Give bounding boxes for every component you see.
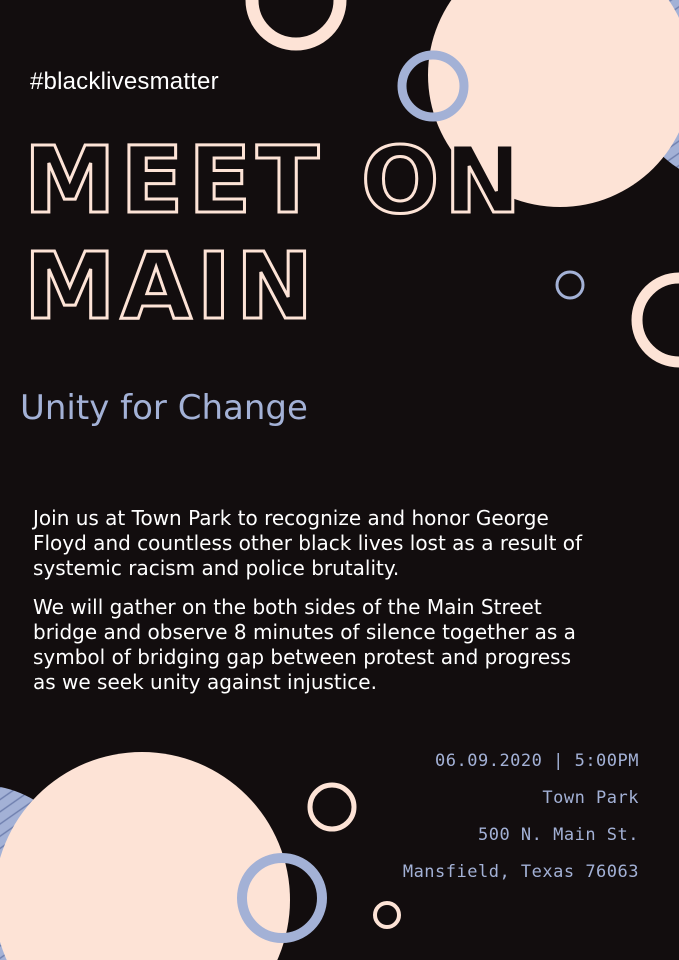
street-address: 500 N. Main St. <box>477 825 639 845</box>
headline-line-2: MAIN <box>24 233 318 340</box>
peach-ring-right <box>637 278 679 362</box>
city-address: Mansfield, Texas 76063 <box>402 862 639 882</box>
date-time: 06.09.2020 | 5:00PM <box>435 751 639 771</box>
hashtag: #blacklivesmatter <box>30 68 219 95</box>
paragraph-2: We will gather on the both sides of the Main Street bridge and observe 8 minutes of silence together as a symbol of bridging gap between protest and progress as we seek unity against injustice. <box>33 595 576 694</box>
paragraph-1: Join us at Town Park to recognize and honor George Floyd and countless other black lives lost as a result of systemic racism and police brutality. <box>33 506 583 580</box>
peach-ring-small-bottom <box>375 903 399 927</box>
subtitle: Unity for Change <box>20 388 308 428</box>
periwinkle-ring-small <box>557 272 583 298</box>
description <box>33 506 593 709</box>
peach-ring-bottom <box>310 785 354 829</box>
event-details <box>403 746 639 894</box>
venue: Town Park <box>542 788 639 808</box>
peach-circle-bottom-left <box>0 752 290 960</box>
peach-ring-top <box>252 0 340 44</box>
headline <box>24 128 526 340</box>
headline-line-1: MEET ON <box>24 127 527 234</box>
